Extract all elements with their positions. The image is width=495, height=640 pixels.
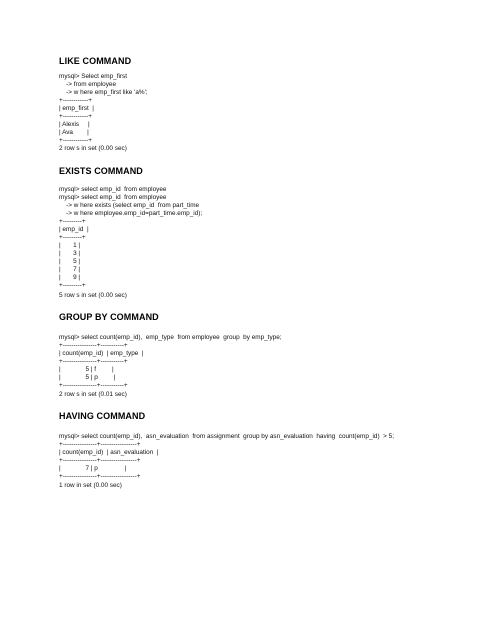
code-line: -> w here emp_first like 'a%'; xyxy=(59,89,148,96)
code-line: -> w here exists (select emp_id from part_time xyxy=(59,202,200,209)
code-line: | emp_id | xyxy=(59,226,89,233)
code-line: +---------+ xyxy=(59,234,86,241)
code-line: mysql> select emp_id from employee xyxy=(59,186,167,193)
code-line: -> w here employee.emp_id=part_time.emp_id); xyxy=(59,210,203,217)
code-line: +----------------+-----------------+ xyxy=(59,457,141,464)
code-line: 2 row s in set (0.01 sec) xyxy=(59,391,127,398)
section-heading-group-by: GROUP BY COMMAND xyxy=(59,312,159,322)
code-line: +----------------+-----------+ xyxy=(59,358,128,365)
section-heading-exists: EXISTS COMMAND xyxy=(59,166,143,176)
code-line: | 7 | xyxy=(59,266,81,273)
code-line: +---------+ xyxy=(59,218,86,225)
code-line: | 1 | xyxy=(59,242,81,249)
code-line: +----------------+-----------------+ xyxy=(59,473,141,480)
code-line: | 5 | f | xyxy=(59,366,114,373)
code-line: +------------+ xyxy=(59,137,93,144)
code-line: | 5 | p | xyxy=(59,374,116,381)
code-line: | count(emp_id) | asn_evaluation | xyxy=(59,449,159,456)
code-line: | 3 | xyxy=(59,250,81,257)
code-line: | 9 | xyxy=(59,274,81,281)
code-line: mysql> select count(emp_id), asn_evaluation from assignment group by asn_evaluation having count(emp_id) > 5; xyxy=(59,433,394,440)
code-line: 5 row s in set (0.00 sec) xyxy=(59,292,127,299)
code-line: +------------+ xyxy=(59,113,93,120)
code-line: | 5 | xyxy=(59,258,81,265)
code-line: mysql> select emp_id from employee xyxy=(59,194,167,201)
code-line: | emp_first | xyxy=(59,105,94,112)
code-line: +---------+ xyxy=(59,282,86,289)
code-line: +----------------+-----------------+ xyxy=(59,441,141,448)
code-line: 1 row in set (0.00 sec) xyxy=(59,482,122,489)
code-line: mysql> select count(emp_id), emp_type from employee group by emp_type; xyxy=(59,334,282,341)
section-heading-having: HAVING COMMAND xyxy=(59,411,146,421)
code-line: +----------------+-----------+ xyxy=(59,342,128,349)
code-line: | Alexis | xyxy=(59,121,90,128)
code-line: 2 row s in set (0.00 sec) xyxy=(59,145,127,152)
code-line: mysql> Select emp_first xyxy=(59,73,128,80)
code-line: | count(emp_id) | emp_type | xyxy=(59,350,144,357)
code-line: | 7 | p | xyxy=(59,465,127,472)
code-line: -> from employee xyxy=(59,81,117,88)
code-line: +------------+ xyxy=(59,97,93,104)
code-line: | Ava | xyxy=(59,129,89,136)
section-heading-like: LIKE COMMAND xyxy=(59,56,132,66)
code-line: +----------------+-----------+ xyxy=(59,382,128,389)
